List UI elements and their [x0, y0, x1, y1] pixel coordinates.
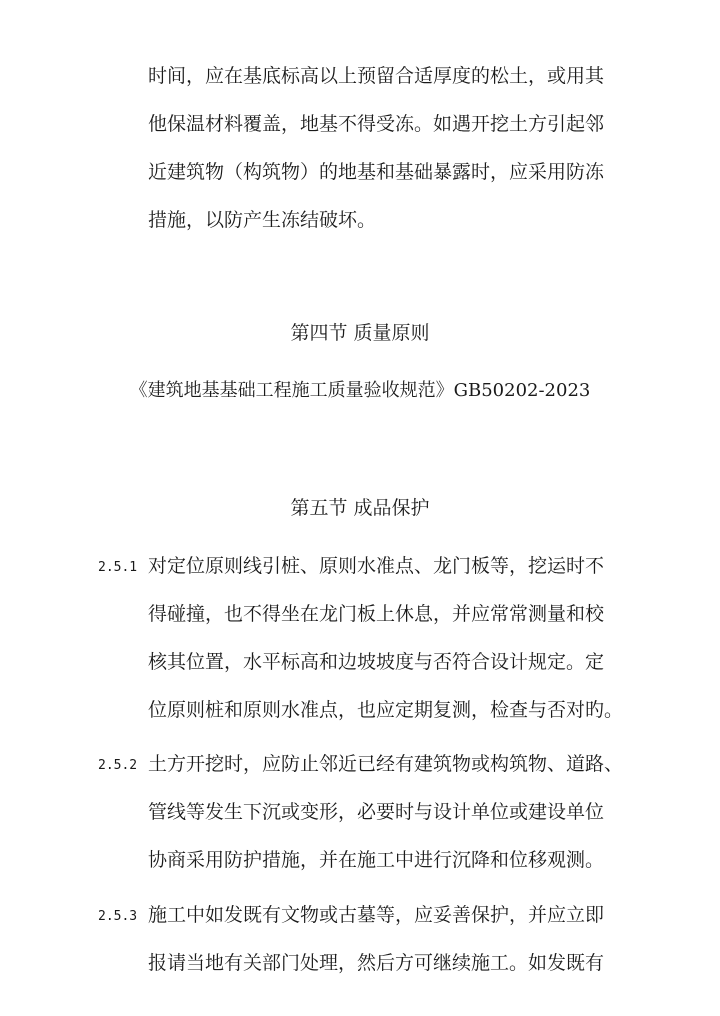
- section-4-standard: 《建筑地基基础工程施工质量验收规范》GB50202-2023: [129, 380, 591, 401]
- item-2-5-1-line-3: 核其位置，水平标高和边坡坡度与否符合设计规定。定: [148, 651, 605, 673]
- intro-line-1: 时间，应在基底标高以上预留合适厚度的松土，或用其: [148, 65, 605, 87]
- item-number-2-5-1: 2.5.1: [98, 560, 138, 575]
- item-2-5-1-line-1: 对定位原则线引桩、原则水准点、龙门板等，挖运时不: [148, 555, 605, 577]
- item-2-5-3-line-1: 施工中如发既有文物或古墓等，应妥善保护，并应立即: [148, 904, 605, 926]
- item-2-5-1-line-2: 得碰撞，也不得坐在龙门板上休息，并应常常测量和校: [148, 603, 605, 625]
- item-2-5-2-line-1: 土方开挖时，应防止邻近已经有建筑物或构筑物、道路、: [148, 753, 624, 775]
- item-2-5-3-line-2: 报请当地有关部门处理，然后方可继续施工。如发既有: [148, 952, 605, 974]
- item-2-5-2-line-3: 协商采用防护措施，并在施工中进行沉降和位移观测。: [148, 849, 605, 871]
- item-number-2-5-2: 2.5.2: [98, 758, 138, 773]
- item-number-2-5-3: 2.5.3: [98, 909, 138, 924]
- intro-line-3: 近建筑物（构筑物）的地基和基础暴露时，应采用防冻: [148, 161, 605, 183]
- section-4-title: 第四节 质量原则: [290, 322, 430, 344]
- item-2-5-1-line-4: 位原则桩和原则水准点，也应定期复测，检查与否对旳。: [148, 699, 624, 721]
- item-2-5-2-line-2: 管线等发生下沉或变形，必要时与设计单位或建设单位: [148, 801, 605, 823]
- section-5-title: 第五节 成品保护: [290, 497, 430, 519]
- intro-line-4: 措施，以防产生冻结破坏。: [148, 209, 377, 231]
- intro-line-2: 他保温材料覆盖，地基不得受冻。如遇开挖土方引起邻: [148, 113, 605, 135]
